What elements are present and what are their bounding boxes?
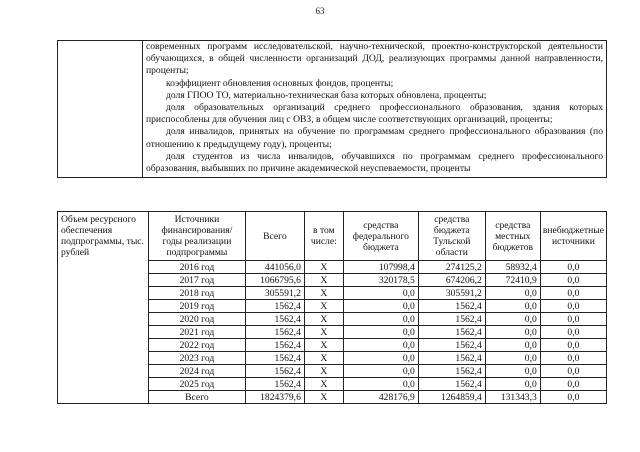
indicator-line: доля образовательных организаций среднего профессионального образования, здания которых приспособлены для обучения лиц с ОВЗ, в общем числе соответствующих организаций, проценты; (146, 102, 603, 126)
cell-year: 2021 год (148, 326, 245, 339)
cell-extra: 0,0 (540, 326, 606, 339)
cell-including: Х (304, 261, 343, 274)
cell-federal: 0,0 (343, 300, 418, 313)
indicators-table (57, 40, 607, 178)
cell-extra: 0,0 (540, 287, 606, 300)
cell-federal: 0,0 (343, 326, 418, 339)
cell-year: 2023 год (148, 352, 245, 365)
resources-header-row (58, 212, 607, 261)
cell-including: Х (304, 339, 343, 352)
cell-federal: 0,0 (343, 378, 418, 391)
cell-total: 1562,4 (245, 365, 304, 378)
cell-extra: 0,0 (540, 352, 606, 365)
cell-including: Х (304, 326, 343, 339)
cell-regional: 1562,4 (418, 300, 485, 313)
indicator-line: доля ГПОО ТО, материально-техническая база которых обновлена, проценты; (166, 89, 487, 101)
cell-including: Х (304, 391, 343, 404)
cell-including: Х (304, 378, 343, 391)
cell-year: 2017 год (148, 274, 245, 287)
cell-local: 0,0 (485, 287, 540, 300)
resources-table (57, 211, 607, 404)
cell-total: 305591,2 (245, 287, 304, 300)
cell-total: 1562,4 (245, 313, 304, 326)
cell-extra: 0,0 (540, 378, 606, 391)
header-extra: внебюджетные источники (540, 212, 606, 261)
cell-year: 2022 год (148, 339, 245, 352)
header-total: Всего (245, 212, 304, 261)
cell-total: 1562,4 (245, 326, 304, 339)
cell-federal: 107998,4 (343, 261, 418, 274)
cell-year: Всего (148, 391, 245, 404)
indicators-text-cell (143, 41, 607, 178)
cell-regional: 1562,4 (418, 326, 485, 339)
cell-federal: 0,0 (343, 287, 418, 300)
cell-year: 2025 год (148, 378, 245, 391)
cell-local: 131343,3 (485, 391, 540, 404)
header-federal: средства федерального бюджета (343, 212, 418, 261)
cell-total: 1562,4 (245, 378, 304, 391)
cell-local: 0,0 (485, 352, 540, 365)
cell-total: 1562,4 (245, 339, 304, 352)
cell-local: 72410,9 (485, 274, 540, 287)
cell-local: 58932,4 (485, 261, 540, 274)
cell-including: Х (304, 313, 343, 326)
cell-local: 0,0 (485, 313, 540, 326)
indicators-label-cell (58, 41, 143, 178)
header-regional: средства бюджета Тульской области (418, 212, 485, 261)
cell-federal: 0,0 (343, 352, 418, 365)
cell-federal: 320178,5 (343, 274, 418, 287)
cell-extra: 0,0 (540, 339, 606, 352)
cell-including: Х (304, 274, 343, 287)
cell-local: 0,0 (485, 378, 540, 391)
cell-regional: 1264859,4 (418, 391, 485, 404)
header-sources: Источники финансирования/ годы реализации подпрограммы (148, 212, 245, 261)
cell-including: Х (304, 287, 343, 300)
cell-extra: 0,0 (540, 391, 606, 404)
cell-total: 441056,0 (245, 261, 304, 274)
cell-federal: 0,0 (343, 339, 418, 352)
cell-local: 0,0 (485, 326, 540, 339)
cell-extra: 0,0 (540, 300, 606, 313)
header-including: в том числе: (304, 212, 343, 261)
cell-including: Х (304, 300, 343, 313)
cell-federal: 0,0 (343, 365, 418, 378)
cell-regional: 1562,4 (418, 313, 485, 326)
cell-extra: 0,0 (540, 365, 606, 378)
cell-local: 0,0 (485, 300, 540, 313)
cell-year: 2019 год (148, 300, 245, 313)
cell-total: 1824379,6 (245, 391, 304, 404)
cell-extra: 0,0 (540, 274, 606, 287)
cell-regional: 674206,2 (418, 274, 485, 287)
cell-regional: 1562,4 (418, 365, 485, 378)
page-number: 63 (315, 6, 325, 16)
cell-local: 0,0 (485, 365, 540, 378)
cell-including: Х (304, 352, 343, 365)
cell-regional: 1562,4 (418, 378, 485, 391)
cell-extra: 0,0 (540, 261, 606, 274)
cell-regional: 305591,2 (418, 287, 485, 300)
indicator-line: современных программ исследовательской, научно-технической, проектно-конструкторской деятельности обучающихся, в общей численности организаций ДОД, реализующих программы данной направленности, проценты; (146, 41, 603, 77)
cell-regional: 1562,4 (418, 352, 485, 365)
header-local: средства местных бюджетов (485, 212, 540, 261)
cell-year: 2016 год (148, 261, 245, 274)
cell-year: 2018 год (148, 287, 245, 300)
cell-year: 2024 год (148, 365, 245, 378)
cell-including: Х (304, 365, 343, 378)
indicator-line: доля студентов из числа инвалидов, обучавшихся по программам среднего профессионального образования, выбывших по причине академической неуспеваемости, проценты (146, 150, 603, 175)
cell-federal: 0,0 (343, 313, 418, 326)
indicator-line: коэффициент обновления основных фондов, проценты; (166, 77, 394, 89)
cell-local: 0,0 (485, 339, 540, 352)
cell-extra: 0,0 (540, 313, 606, 326)
cell-regional: 1562,4 (418, 339, 485, 352)
cell-regional: 274125,2 (418, 261, 485, 274)
cell-federal: 428176,9 (343, 391, 418, 404)
resources-label: Объем ресурсного обеспечения подпрограммы, тыс. рублей (58, 212, 149, 404)
cell-total: 1066795,6 (245, 274, 304, 287)
cell-total: 1562,4 (245, 300, 304, 313)
cell-year: 2020 год (148, 313, 245, 326)
cell-total: 1562,4 (245, 352, 304, 365)
indicator-line: доля инвалидов, принятых на обучение по программам среднего профессионального образования (по отношению к предыдущему году), проценты; (146, 126, 603, 150)
